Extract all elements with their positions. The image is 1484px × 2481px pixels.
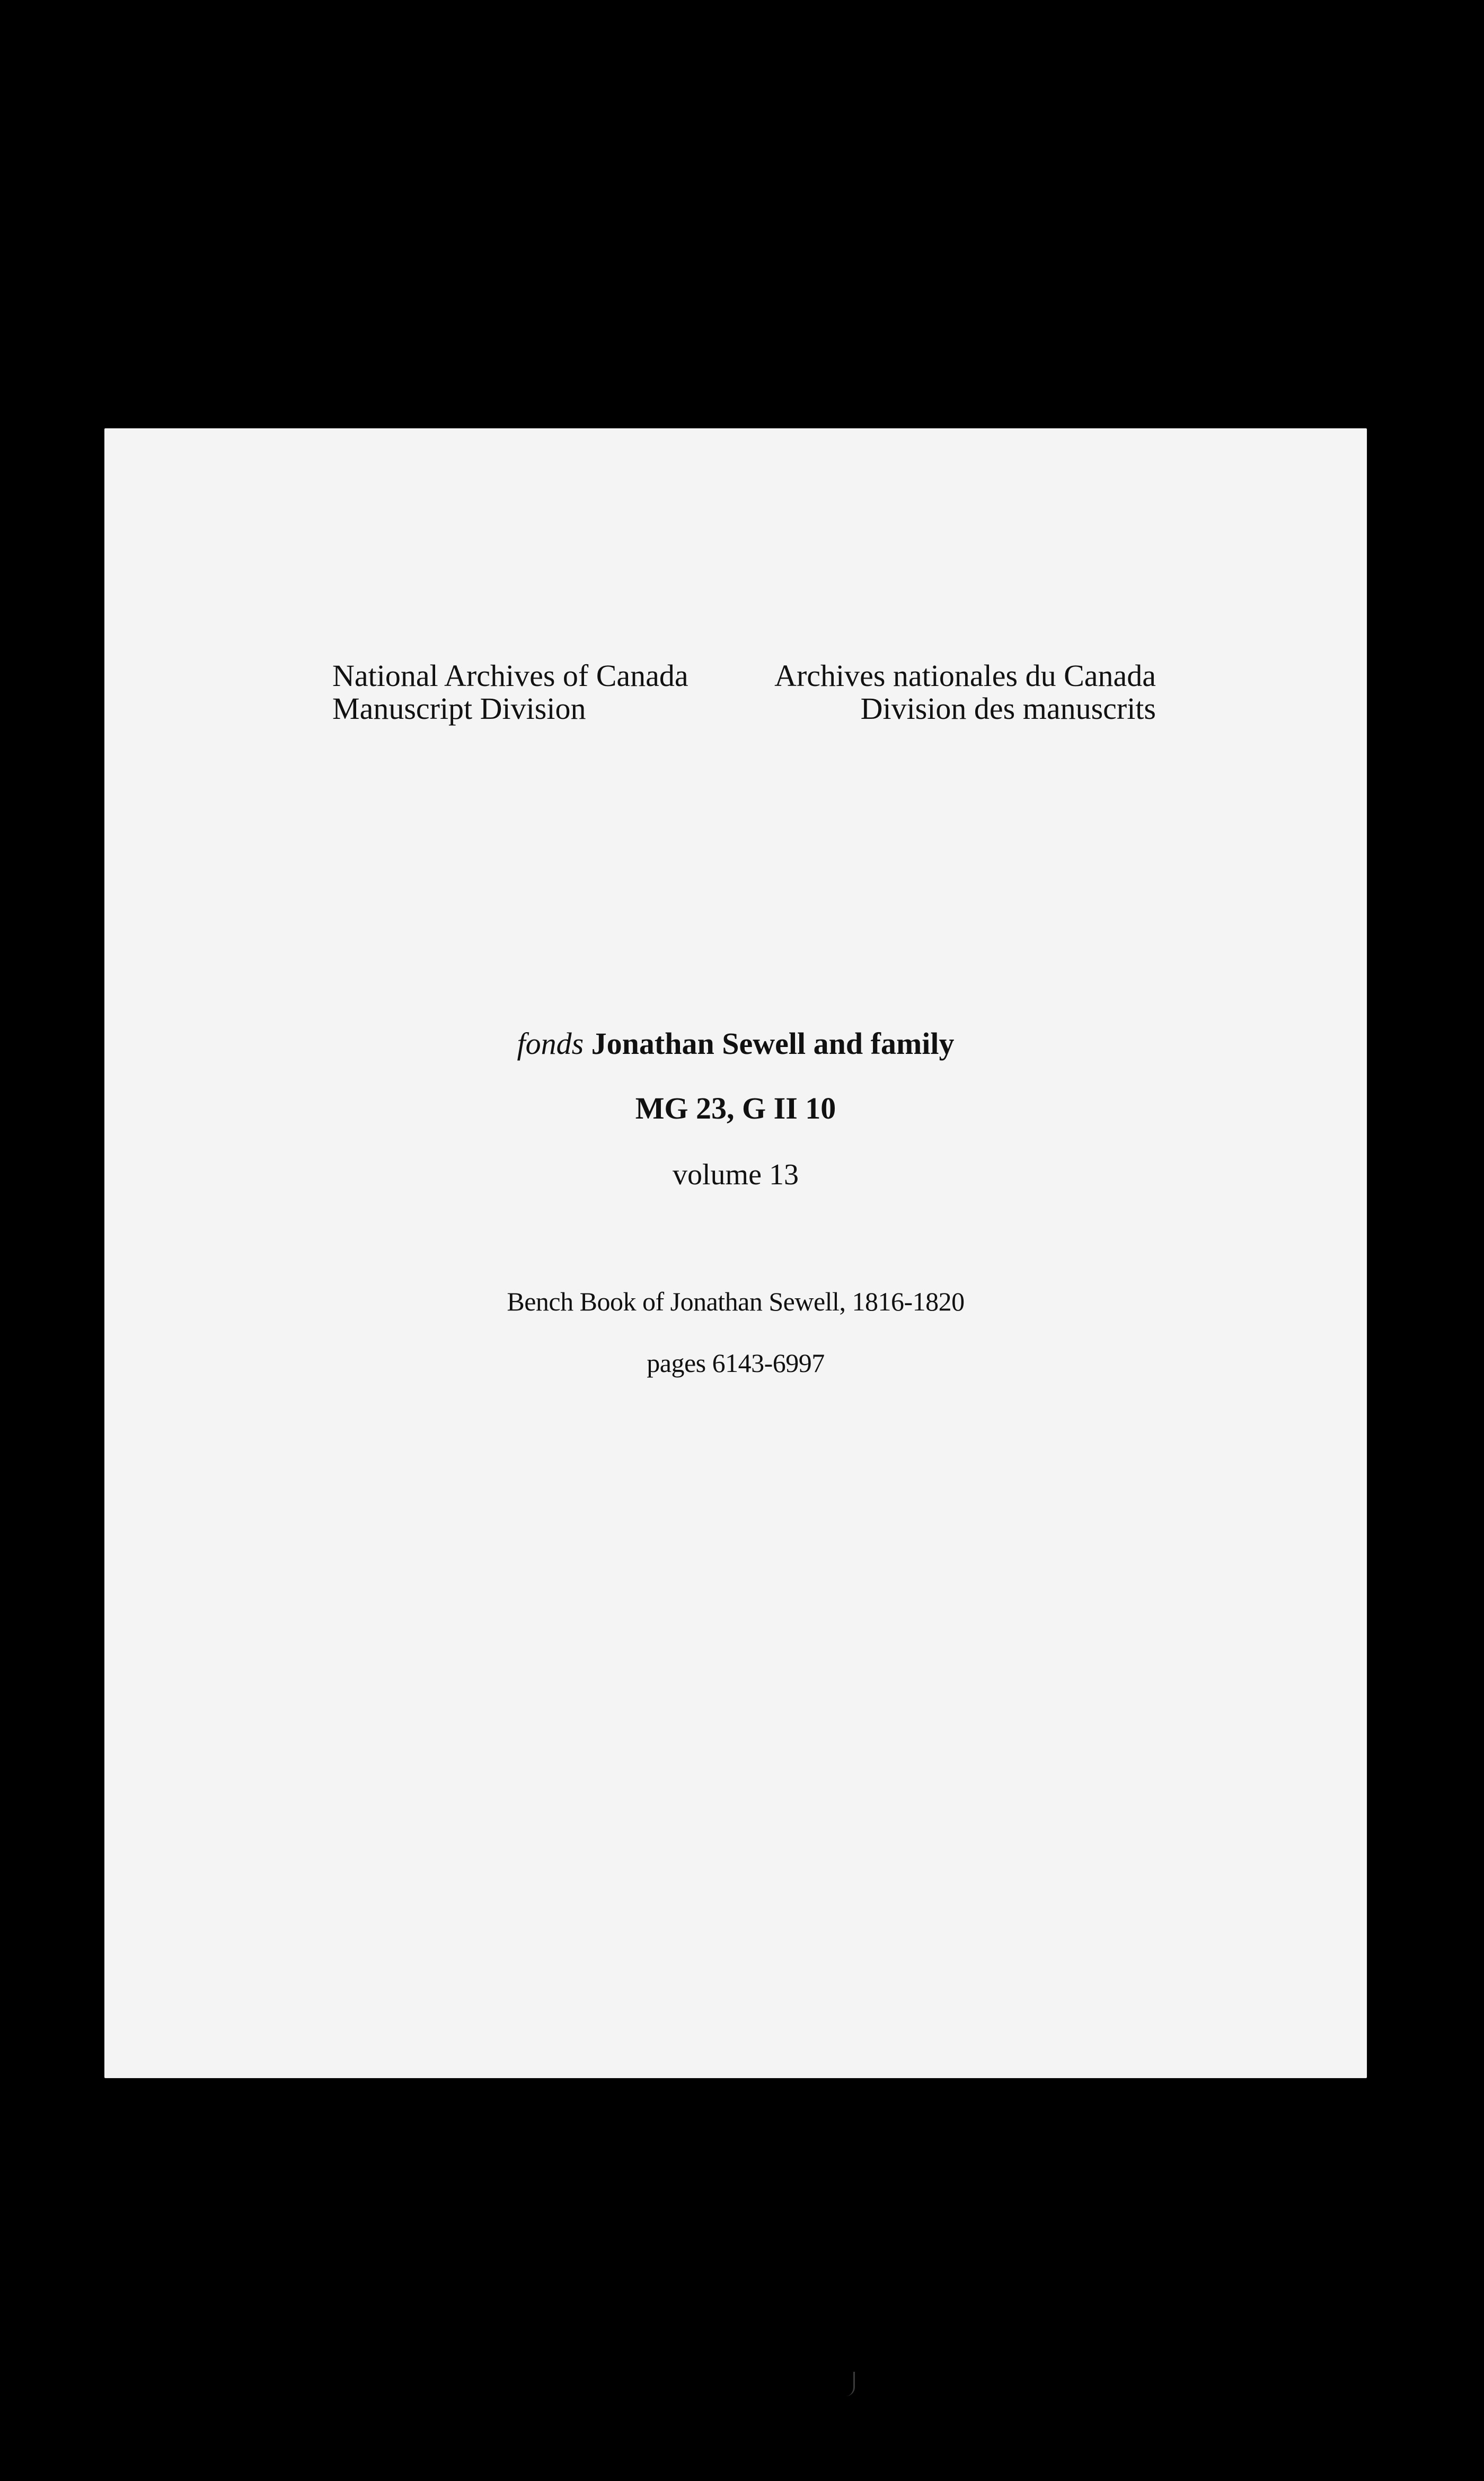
fonds-title bbox=[104, 1026, 1367, 1061]
document-description: Bench Book of Jonathan Sewell, 1816-1820 bbox=[507, 1287, 965, 1316]
volume-number: volume 13 bbox=[673, 1158, 799, 1191]
institution-name-en: National Archives of Canada bbox=[332, 658, 688, 693]
division-name-en: Manuscript Division bbox=[332, 691, 586, 726]
document-page bbox=[104, 428, 1367, 2078]
division-name-fr: Division des manuscrits bbox=[860, 691, 1156, 726]
header-french bbox=[774, 659, 1156, 725]
fonds-label: fonds bbox=[517, 1026, 584, 1061]
header-english bbox=[332, 659, 688, 725]
reference-code: MG 23, G II 10 bbox=[635, 1091, 836, 1125]
institution-name-fr: Archives nationales du Canada bbox=[774, 658, 1156, 693]
page-range: pages 6143-6997 bbox=[647, 1348, 825, 1378]
fonds-name: Jonathan Sewell and family bbox=[591, 1026, 955, 1061]
